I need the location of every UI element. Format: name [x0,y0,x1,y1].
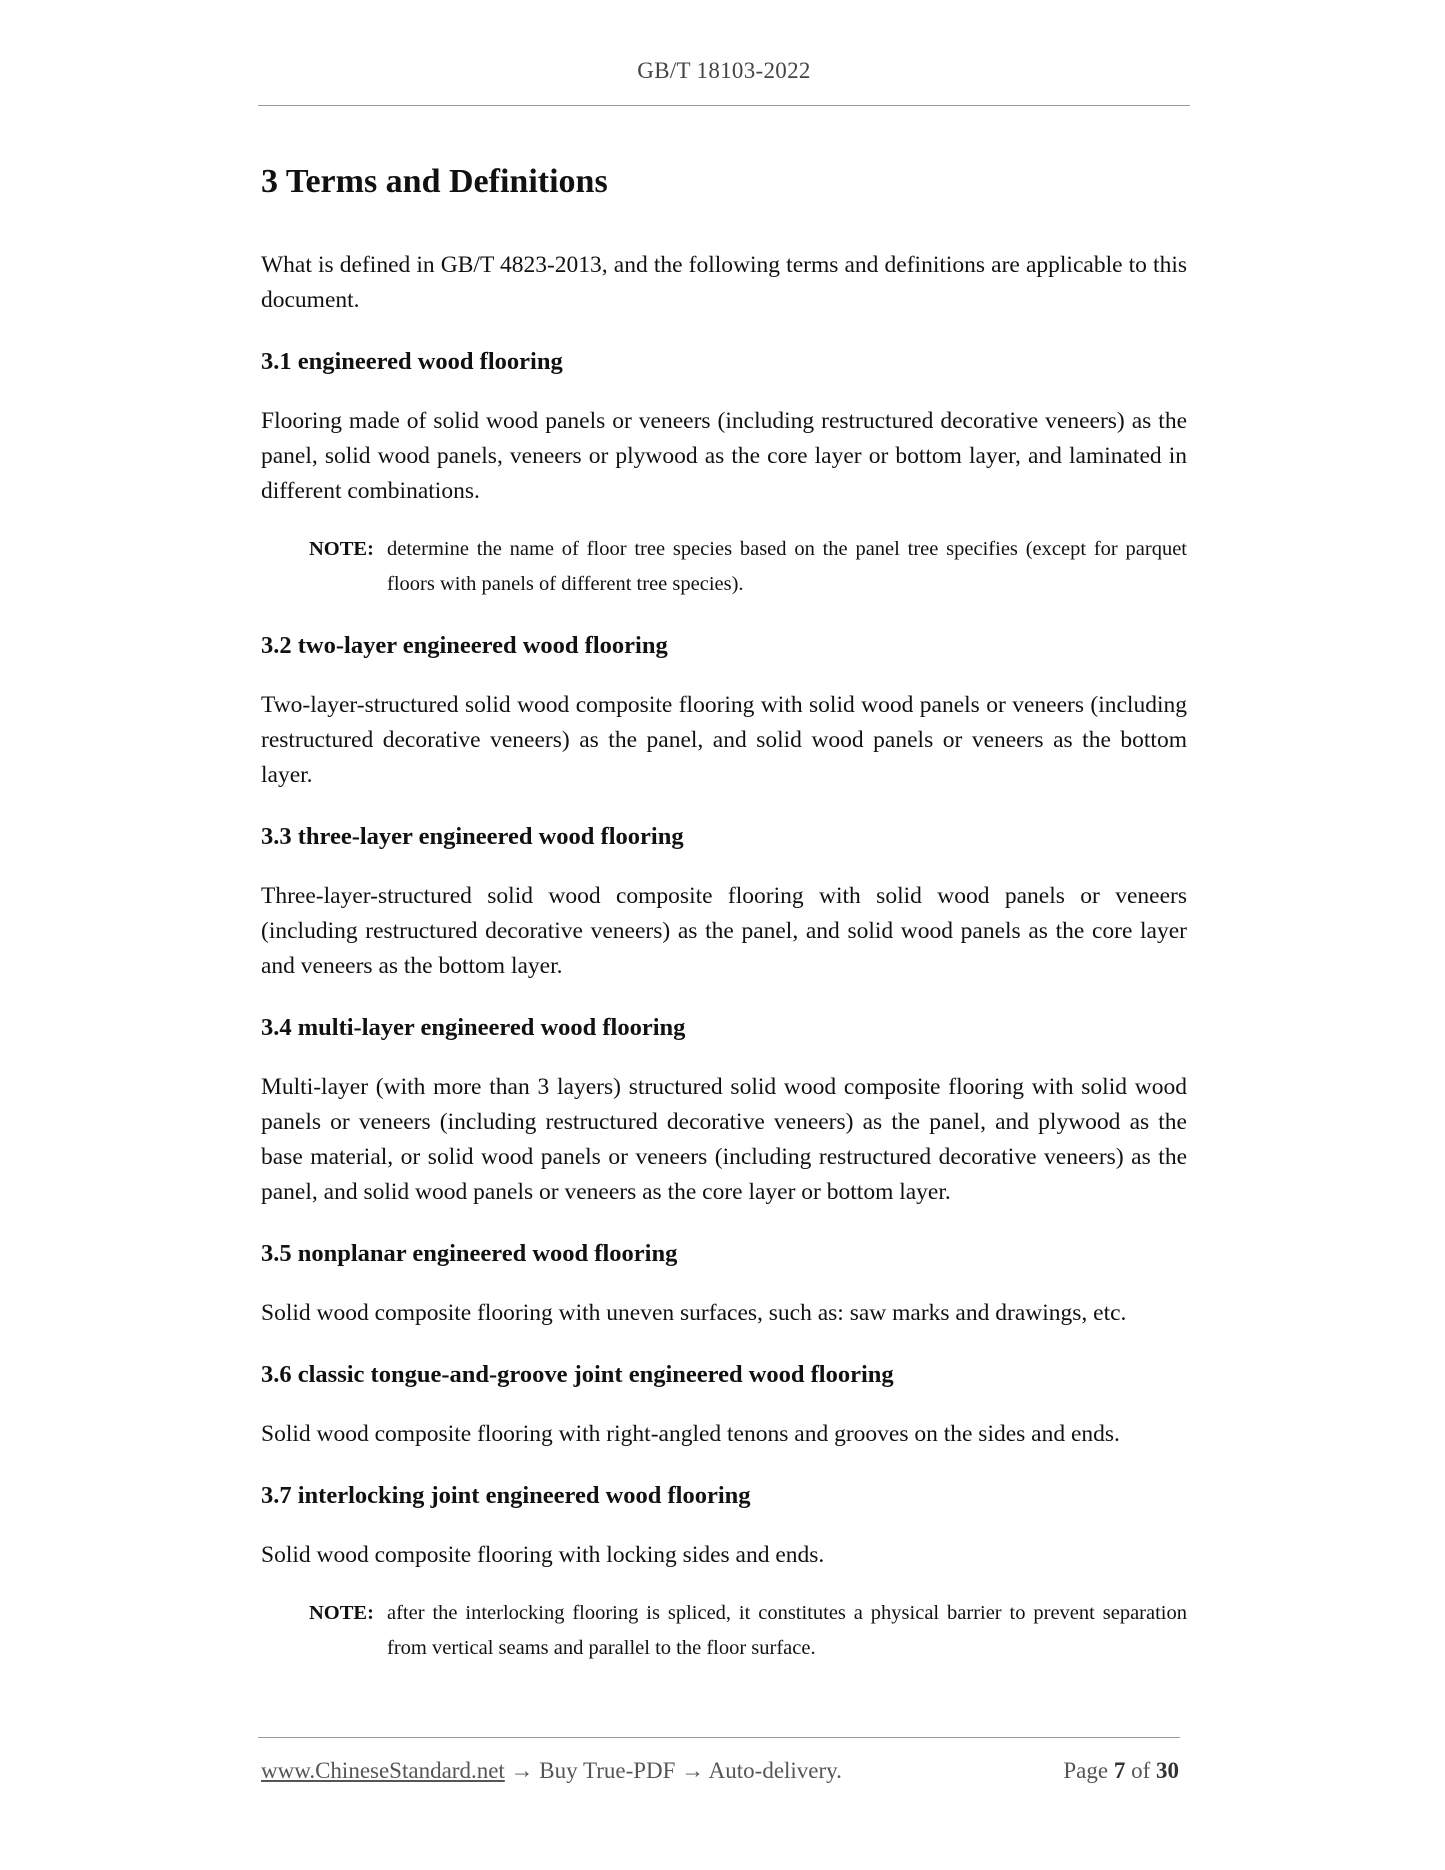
term-note [309,532,1187,602]
note-label: NOTE: [309,1602,374,1624]
term-heading: 3.3 three-layer engineered wood flooring [261,823,684,850]
term-definition: Flooring made of solid wood panels or veneers (including restructured decorative veneers) as the panel, solid wood panels, veneers or plywood as the core layer or bottom layer, and laminated in different combinations. [261,408,1187,504]
term-note [309,1596,1187,1666]
term-heading: 3.1 engineered wood flooring [261,348,563,375]
footer-promo [261,1758,842,1784]
term-heading: 3.4 multi-layer engineered wood flooring [261,1014,686,1041]
term-definition: Two-layer-structured solid wood composite flooring with solid wood panels or veneers (including restructured decorative veneers) as the panel, and solid wood panels or veneers as the bottom layer. [261,692,1187,788]
note-text: after the interlocking flooring is spliced, it constitutes a physical barrier to prevent separation from vertical seams and parallel to the floor surface. [387,1602,1187,1659]
document-body [261,150,1187,1666]
term-definition: Solid wood composite flooring with right-angled tenons and grooves on the sides and ends. [261,1421,1120,1447]
term-heading: 3.5 nonplanar engineered wood flooring [261,1240,678,1267]
header-divider [258,105,1190,106]
term-heading: 3.6 classic tongue-and-groove joint engineered wood flooring [261,1361,894,1388]
term-heading: 3.7 interlocking joint engineered wood flooring [261,1482,751,1509]
footer-divider [258,1737,1180,1738]
page-label: Page [1063,1758,1109,1783]
note-label: NOTE: [309,538,374,560]
note-text: determine the name of floor tree species based on the panel tree specifies (except for parquet floors with panels of different tree species). [387,538,1187,595]
site-link[interactable]: www.ChineseStandard.net [261,1758,505,1783]
term-definition: Solid wood composite flooring with locking sides and ends. [261,1542,825,1568]
page-total: 30 [1156,1758,1179,1783]
term-definition: Multi-layer (with more than 3 layers) structured solid wood composite flooring with solid wood panels or veneers (including restructured decorative veneers) as the panel, and plywood as the base material, or solid wood panels or veneers (including restructured decorative veneers) as the panel, and solid wood panels or veneers as the core layer or bottom layer. [261,1074,1187,1205]
section-intro: What is defined in GB/T 4823-2013, and the following terms and definitions are applicable to this document. [261,252,1187,313]
page-indicator [1063,1758,1179,1784]
page-header-standard-code: GB/T 18103-2022 [637,58,811,83]
term-definition: Solid wood composite flooring with uneven surfaces, such as: saw marks and drawings, etc. [261,1300,1127,1326]
of-label: of [1131,1758,1151,1783]
footer-promo-text: → Buy True-PDF → Auto-delivery. [510,1758,842,1783]
section-title: 3 Terms and Definitions [261,163,608,200]
term-definition: Three-layer-structured solid wood composite flooring with solid wood panels or veneers (including restructured decorative veneers) as the panel, and solid wood panels as the core layer and veneers as the bottom layer. [261,883,1187,979]
term-heading: 3.2 two-layer engineered wood flooring [261,632,668,659]
page-number: 7 [1113,1758,1126,1783]
